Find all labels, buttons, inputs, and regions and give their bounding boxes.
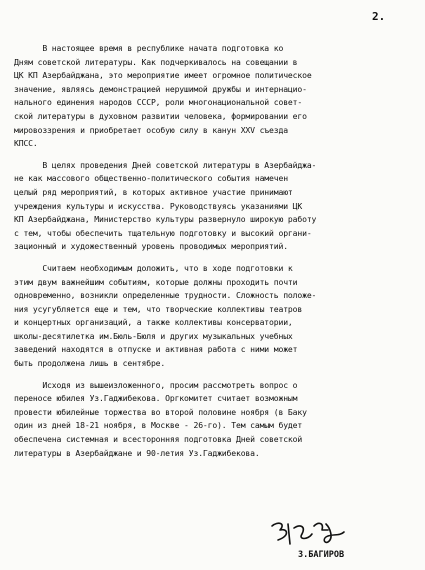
text-line: переносе юбилея Уз.Гаджибекова. Оргкомитет считает возможным bbox=[14, 393, 298, 404]
text-line: В настоящее время в республике начата подготовка ко bbox=[14, 43, 284, 53]
text-line: один из дней 18-21 ноября, в Москве - 26-го). Тем самым будет bbox=[14, 420, 303, 431]
text-line: с тем, чтобы обеспечить тщательную подготовку и высокий органи- bbox=[14, 227, 312, 238]
text-line: В целях проведения Дней советской литературы в Азербайджа- bbox=[14, 159, 317, 170]
signer-name: З.БАГИРОВ bbox=[298, 550, 345, 560]
text-line: мировоззрения и приобретает особую силу в канун ХХV съезда bbox=[14, 124, 288, 135]
paragraph bbox=[14, 159, 418, 254]
text-line: заведений находятся в отпуске и активная работа с ними может bbox=[14, 344, 298, 355]
text-line: Исходя из вышеизложенного, просим рассмотреть вопрос о bbox=[14, 379, 298, 390]
letter-body bbox=[14, 42, 418, 468]
text-line: литературы в Азербайджане и 90-летия Уз.Гаджибекова. bbox=[14, 447, 260, 458]
text-line: ской литературы в духовном развитии человека, формировании его bbox=[14, 110, 307, 121]
text-line: зационный и художественный уровень проводимых мероприятий. bbox=[14, 241, 288, 252]
text-line: Дням советской литературы. Как подчеркивалось на совещании в bbox=[14, 56, 298, 67]
page-number: 2. bbox=[372, 10, 386, 23]
text-line: ния усугубляется еще и тем, что творческие коллективы театров bbox=[14, 303, 303, 314]
text-line: и концертных организаций, а также коллективы консерватории, bbox=[14, 317, 293, 328]
text-line: одновременно, возникли определенные трудности. Сложность положе- bbox=[14, 290, 317, 301]
text-line: КП Азербайджана, Министерство культуры развернуло широкую работу bbox=[14, 214, 317, 225]
signature-block bbox=[268, 518, 388, 568]
text-line: нального единения народов СССР, роли многонациональной совет- bbox=[14, 97, 303, 108]
text-line: Считаем необходимым доложить, что в ходе подготовки к bbox=[14, 262, 293, 273]
text-line: провести юбилейные торжества во второй половине ноября (в Баку bbox=[14, 406, 307, 417]
text-line: учреждения культуры и искусства. Руководствуясь указаниями ЦК bbox=[14, 200, 303, 211]
text-line: не как массового общественно-политического события намечен bbox=[14, 173, 288, 184]
text-line: школы-десятилетка им.Бюль-Бюля и других музыкальных учебных bbox=[14, 330, 293, 341]
paragraph bbox=[14, 379, 418, 461]
handwritten-signature bbox=[268, 518, 348, 550]
text-line: КПСС. bbox=[14, 138, 38, 149]
paragraph bbox=[14, 262, 418, 371]
text-line: целый ряд мероприятий, в которых активное участие принимают bbox=[14, 186, 293, 197]
paragraph bbox=[14, 42, 418, 151]
text-line: обеспечена системная и всесторонняя подготовка Дней советской bbox=[14, 434, 303, 445]
text-line: значение, являясь демонстрацией нерушимой дружбы и интернацио- bbox=[14, 83, 307, 94]
text-line: ЦК КП Азербайджана, это мероприятие имеет огромное политическое bbox=[14, 70, 312, 81]
text-line: этим двум важнейшим событиям, которые должны проходить почти bbox=[14, 276, 298, 287]
text-line: быть продолжена лишь в сентябре. bbox=[14, 358, 166, 369]
